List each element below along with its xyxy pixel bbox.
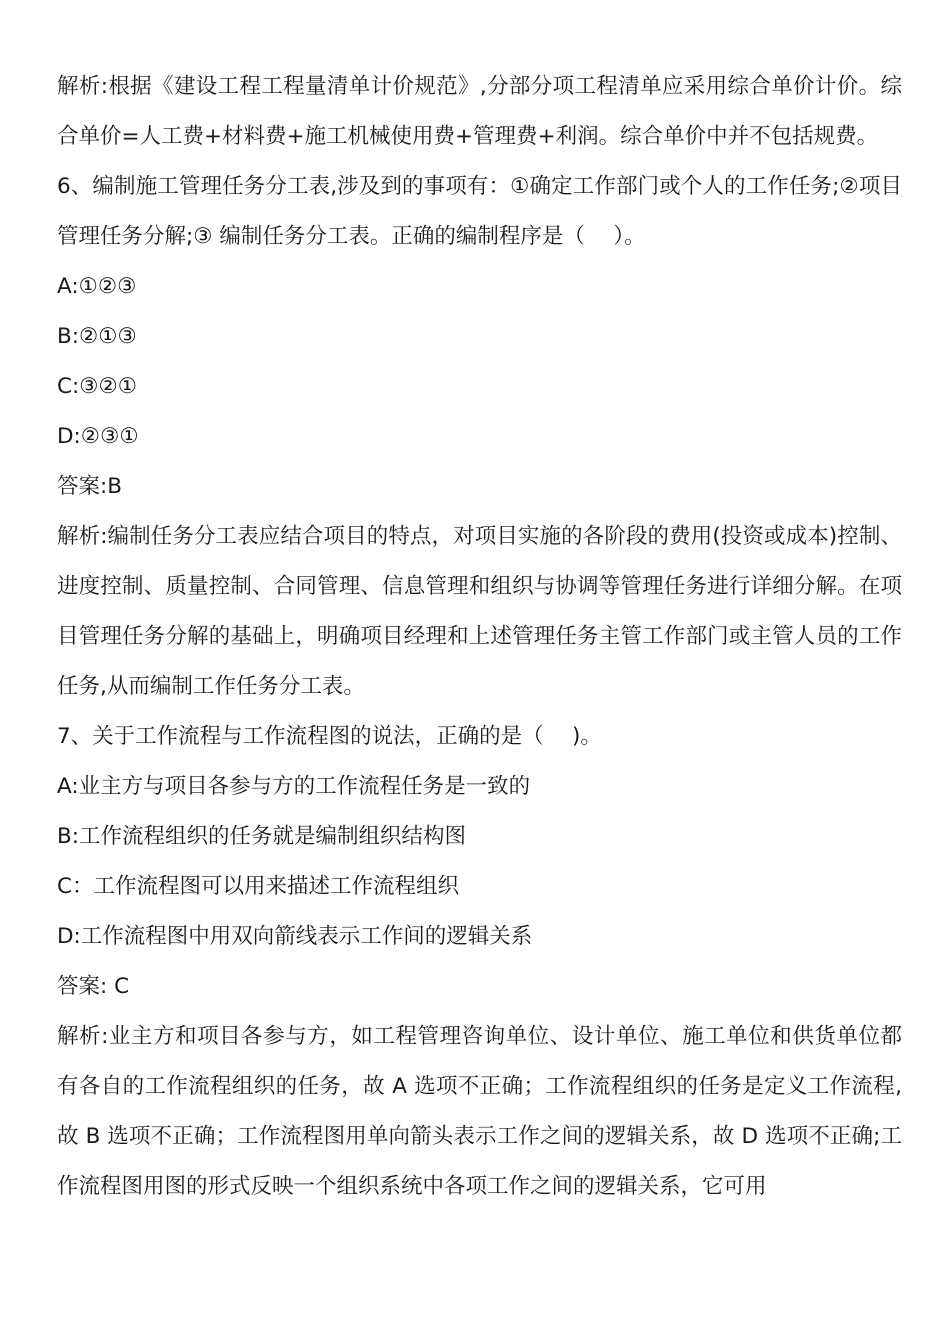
question-6-answer: 答案:B [57, 474, 122, 499]
question-6-option-c: C:③②① [57, 374, 138, 399]
question-6-option-b: B:②①③ [57, 324, 137, 349]
question-6-analysis: 解析:编制任务分工表应结合项目的特点，对项目实施的各阶段的费用(投资或成本)控制、进度控制、质量控制、合同管理、信息管理和组织与协调等管理任务进行详细分解。在项目管理任务分解的基础上，明确项目经理和上述管理任务主管工作部门或主管人员的工作任务,从而编制工作任务分工表。 [57, 524, 902, 699]
question-7-option-b: B:工作流程组织的任务就是编制组织结构图 [57, 824, 466, 849]
question-7-option-c: C：工作流程图可以用来描述工作流程组织 [57, 874, 460, 899]
analysis-text-q5: 解析:根据《建设工程工程量清单计价规范》,分部分项工程清单应采用综合单价计价。综合单价=人工费+材料费+施工机械使用费+管理费+利润。综合单价中并不包括规费。 [57, 74, 902, 149]
question-6-text: 6、编制施工管理任务分工表,涉及到的事项有：①确定工作部门或个人的工作任务;②项目管理任务分解;③ 编制任务分工表。正确的编制程序是（ ）。 [57, 174, 902, 249]
question-7-answer: 答案: C [57, 974, 130, 999]
document-page [57, 62, 902, 1212]
question-7-option-d: D:工作流程图中用双向箭线表示工作间的逻辑关系 [57, 924, 533, 949]
question-6-option-a: A:①②③ [57, 274, 137, 299]
question-6-option-d: D:②③① [57, 424, 139, 449]
question-7-text: 7、关于工作流程与工作流程图的说法，正确的是（ )。 [57, 724, 602, 749]
question-7-analysis: 解析:业主方和项目各参与方，如工程管理咨询单位、设计单位、施工单位和供货单位都有各自的工作流程组织的任务，故 A 选项不正确；工作流程组织的任务是定义工作流程,故 B 选项不正确；工作流程图用单向箭头表示工作之间的逻辑关系，故 D 选项不正确;工作流程图用图的形式反映一个组织系统中各项工作之间的逻辑关系，它可用 [57, 1024, 902, 1199]
question-7-option-a: A:业主方与项目各参与方的工作流程任务是一致的 [57, 774, 531, 799]
